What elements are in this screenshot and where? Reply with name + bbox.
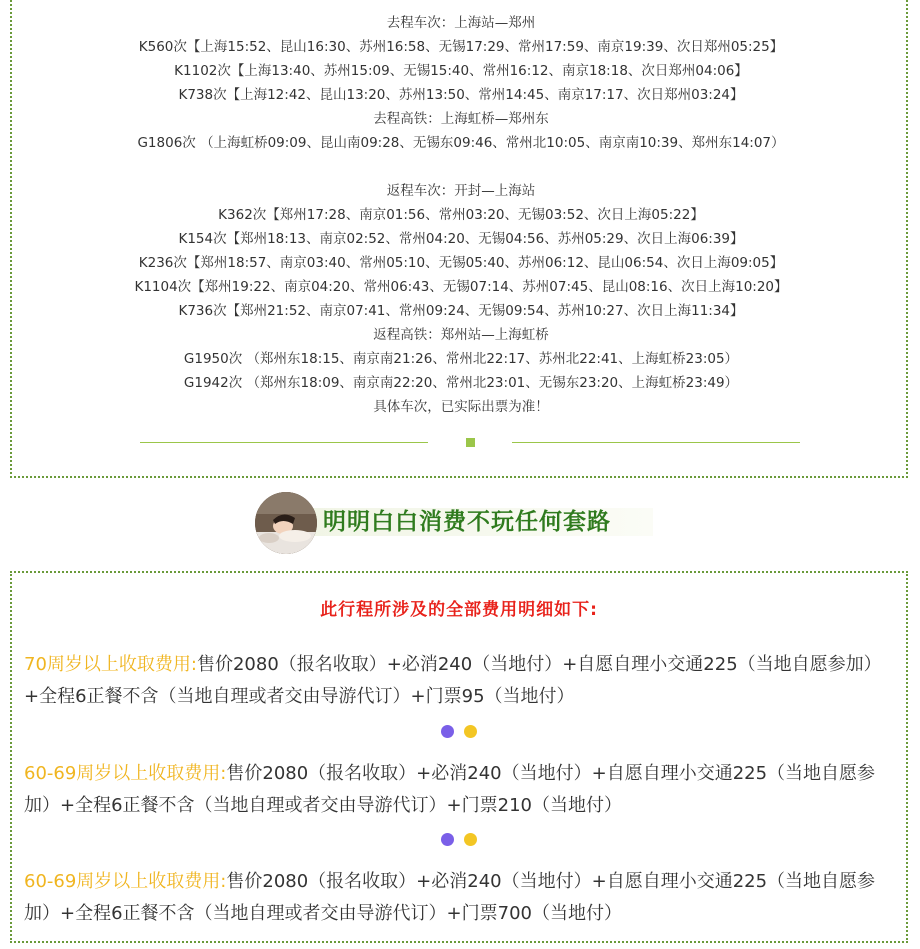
cost-item-label: 70周岁以上收取费用:: [24, 654, 197, 675]
cost-item-text: 售价2080（报名收取）+必消240（当地付）+自愿自理小交通225（当地自愿参加）+全程6正餐不含（当地自理或者交由导游代订）+门票210（当地付）: [24, 763, 876, 816]
outbound-train-k560: K560次【上海15:52、昆山16:30、苏州16:58、无锡17:29、常州17:59、南京19:39、次日郑州05:25】: [138, 39, 784, 55]
cost-box: [10, 571, 908, 943]
cost-item-60-69-alt: [24, 866, 896, 930]
return-hsr-title: 返程高铁：郑州站—上海虹桥: [373, 327, 549, 343]
outbound-train-k1102: K1102次【上海13:40、苏州15:09、无锡15:40、常州16:12、南京18:18、次日郑州04:06】: [174, 63, 748, 79]
dot-separator: [441, 725, 481, 739]
cost-title: 此行程所涉及的全部费用明细如下:: [320, 600, 598, 620]
return-train-k236: K236次【郑州18:57、南京03:40、常州05:10、无锡05:40、苏州06:12、昆山06:54、次日上海09:05】: [138, 255, 784, 271]
return-train-k154: K154次【郑州18:13、南京02:52、常州04:20、无锡04:56、苏州05:29、次日上海06:39】: [178, 231, 744, 247]
section-title: 明明白白消费不玩任何套路: [323, 509, 611, 535]
schedule-note: 具体车次，已实际出票为准！: [373, 399, 549, 415]
return-train-k1104: K1104次【郑州19:22、南京04:20、常州06:43、无锡07:14、苏州07:45、昆山08:16、次日上海10:20】: [134, 279, 788, 295]
purple-dot-icon: [441, 833, 454, 846]
avatar: [255, 492, 317, 554]
cost-item-label: 60-69周岁以上收取费用:: [24, 871, 227, 892]
person-photo-icon: [255, 492, 317, 554]
return-title: 返程车次：开封—上海站: [386, 183, 536, 199]
section-divider: [140, 441, 800, 445]
cost-item-label: 60-69周岁以上收取费用:: [24, 763, 227, 784]
outbound-train-k738: K738次【上海12:42、昆山13:20、苏州13:50、常州14:45、南京17:17、次日郑州03:24】: [178, 87, 744, 103]
outbound-hsr-g1806: G1806次 （上海虹桥09:09、昆山南09:28、无锡东09:46、常州北10:05、南京南10:39、郑州东14:07）: [137, 135, 785, 151]
cost-item-60-69: [24, 758, 896, 822]
purple-dot-icon: [441, 725, 454, 738]
outbound-title: 去程车次：上海站—郑州: [386, 15, 536, 31]
return-train-k736: K736次【郑州21:52、南京07:41、常州09:24、无锡09:54、苏州10:27、次日上海11:34】: [178, 303, 744, 319]
cost-item-text: 售价2080（报名收取）+必消240（当地付）+自愿自理小交通225（当地自愿参加）+全程6正餐不含（当地自理或者交由导游代订）+门票700（当地付）: [24, 871, 876, 924]
return-hsr-g1942: G1942次 （郑州东18:09、南京南22:20、常州北23:01、无锡东23:20、上海虹桥23:49）: [183, 375, 739, 391]
yellow-dot-icon: [464, 833, 477, 846]
yellow-dot-icon: [464, 725, 477, 738]
return-train-k362: K362次【郑州17:28、南京01:56、常州03:20、无锡03:52、次日上海05:22】: [218, 207, 704, 223]
outbound-hsr-title: 去程高铁：上海虹桥—郑州东: [373, 111, 549, 127]
section-header: [255, 492, 655, 556]
return-hsr-g1950: G1950次 （郑州东18:15、南京南21:26、常州北22:17、苏州北22:41、上海虹桥23:05）: [183, 351, 739, 367]
cost-item-70plus: [24, 649, 896, 713]
dot-separator: [441, 833, 481, 847]
schedule-box: [10, 0, 908, 478]
divider-line-right: [512, 442, 800, 443]
divider-line-left: [140, 442, 428, 443]
divider-square: [466, 438, 475, 447]
cost-item-text: 售价2080（报名收取）+必消240（当地付）+自愿自理小交通225（当地自愿参加）+全程6正餐不含（当地自理或者交由导游代订）+门票95（当地付）: [24, 654, 882, 707]
